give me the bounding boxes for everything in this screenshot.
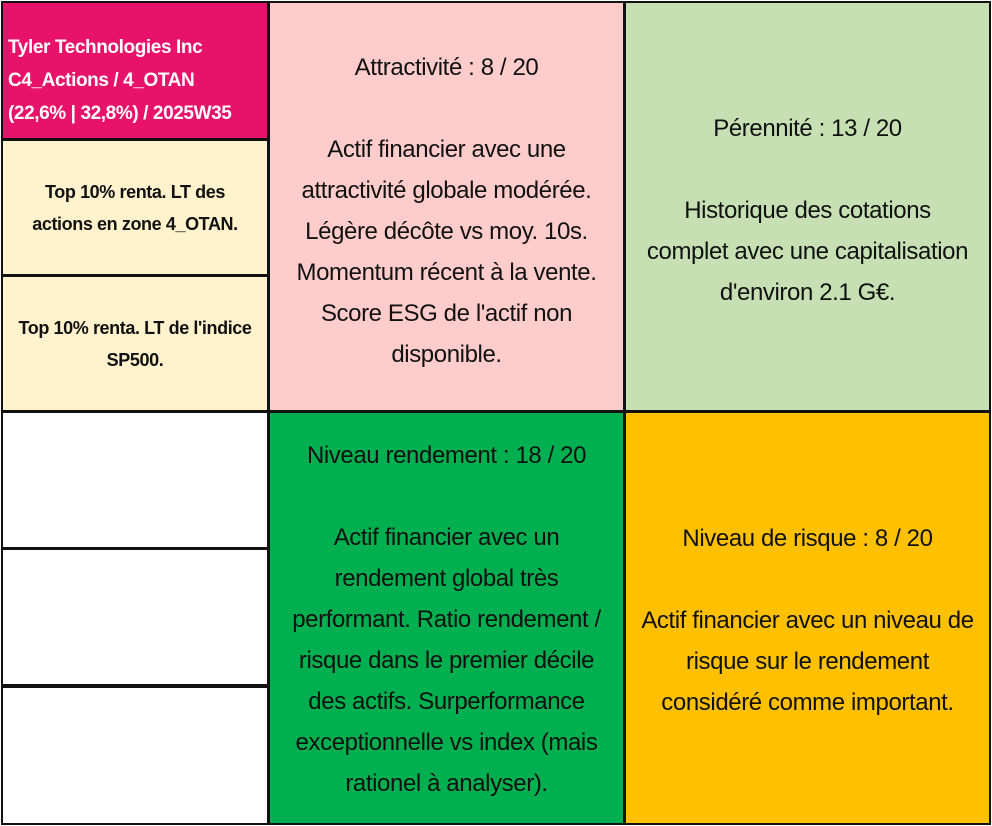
empty-cell	[1, 686, 269, 825]
attractivite-text-line: attractivité globale modérée.	[301, 177, 592, 204]
risque-cell	[624, 411, 991, 825]
tag-cell-index	[1, 275, 269, 412]
perennite-text-line: d'environ 2.1 G€.	[719, 279, 896, 306]
attractivite-text-line: Légère décôte vs moy. 10s.	[305, 218, 588, 245]
rendement-cell	[268, 411, 625, 825]
rendement-text-line: risque dans le premier décile	[298, 647, 595, 674]
perennite-score: Pérennité : 13 / 20	[713, 115, 902, 142]
risque-text-line: risque sur le rendement	[686, 648, 929, 675]
rendement-text-line: rationel à analyser).	[345, 770, 548, 797]
asset-performance-period: (22,6% | 32,8%) / 2025W35	[8, 103, 232, 124]
tag-index-line: SP500.	[106, 349, 164, 370]
rendement-text-line: des actifs. Surperformance	[308, 688, 585, 715]
empty-cell	[1, 411, 269, 549]
tag-cell-zone	[1, 139, 269, 276]
attractivite-cell	[268, 1, 625, 412]
attractivite-text-line: Score ESG de l'actif non	[320, 300, 573, 327]
perennite-text-line: complet avec une capitalisation	[646, 238, 969, 265]
asset-name: Tyler Technologies Inc	[8, 37, 203, 58]
attractivite-text-line: disponible.	[391, 341, 502, 368]
tag-index-line: Top 10% renta. LT de l'indice	[18, 317, 252, 338]
risque-score: Niveau de risque : 8 / 20	[682, 525, 933, 552]
tag-zone-line: Top 10% renta. LT des	[45, 181, 225, 202]
rendement-text-line: performant. Ratio rendement /	[292, 606, 601, 633]
rendement-text-line: exceptionnelle vs index (mais	[295, 729, 598, 756]
perennite-text-line: Historique des cotations	[684, 197, 931, 224]
empty-cell	[1, 548, 269, 686]
attractivite-text-line: Momentum récent à la vente.	[296, 259, 597, 286]
risque-text-line: considéré comme important.	[661, 689, 954, 716]
rendement-score: Niveau rendement : 18 / 20	[306, 442, 587, 469]
attractivite-text-line: Actif financier avec une	[327, 136, 566, 163]
tag-zone-line: actions en zone 4_OTAN.	[32, 213, 238, 234]
attractivite-score: Attractivité : 8 / 20	[354, 54, 539, 81]
asset-category: C4_Actions / 4_OTAN	[8, 70, 195, 91]
risque-text-line: Actif financier avec un niveau de	[641, 607, 974, 634]
perennite-cell	[624, 1, 991, 412]
rendement-text-line: Actif financier avec un	[333, 524, 560, 551]
rendement-text-line: rendement global très	[334, 565, 559, 592]
asset-title-cell	[1, 1, 269, 140]
